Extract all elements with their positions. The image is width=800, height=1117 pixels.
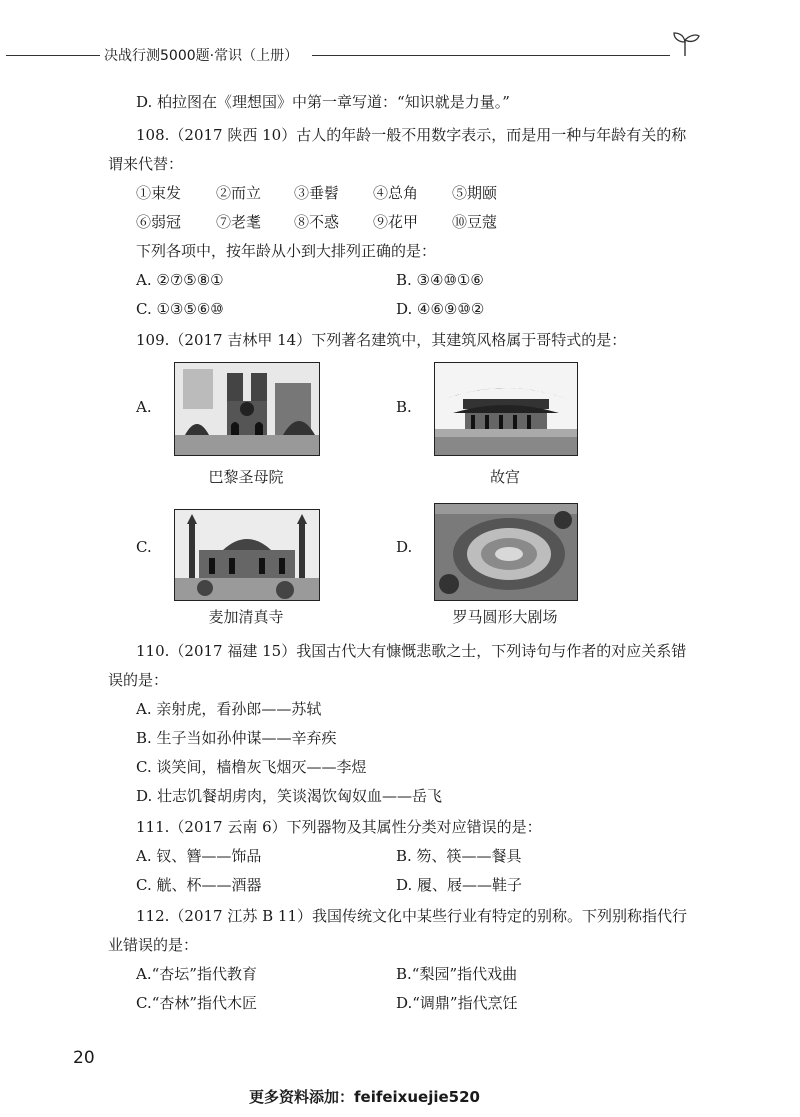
- q110-stem-line2: 误的是：: [108, 671, 169, 689]
- q108-option-c: C. ①③⑤⑥⑩: [136, 300, 224, 318]
- q107-option-d: D. 柏拉图在《理想国》中第一章写道：“知识就是力量。”: [136, 93, 510, 111]
- running-header-title: 决战行测5000题·常识（上册）: [104, 48, 299, 64]
- q108-term-3: ③垂髫: [294, 184, 340, 202]
- mecca-mosque-photo: [174, 509, 320, 601]
- q110-option-c: C. 谈笑间，樯橹灰飞烟灭——李煜: [136, 758, 367, 776]
- q110-option-b: B. 生子当如孙仲谋——辛弃疾: [136, 729, 337, 747]
- q108-term-1: ①束发: [136, 184, 182, 202]
- header-rule-left: [6, 55, 100, 56]
- q109-option-c-caption: 麦加清真寺: [208, 608, 284, 626]
- colosseum-photo: [434, 503, 578, 601]
- forbidden-city-photo: [434, 362, 578, 456]
- q108-term-10: ⑩豆蔻: [452, 213, 498, 231]
- q112-stem-line1: 112.（2017 江苏 B 11）我国传统文化中某些行业有特定的别称。下列别称指代行: [136, 907, 687, 925]
- q108-term-2: ②而立: [216, 184, 262, 202]
- q108-term-6: ⑥弱冠: [136, 213, 182, 231]
- page-number: 20: [73, 1048, 95, 1068]
- q110-option-a: A. 亲射虎，看孙郎——苏轼: [136, 700, 322, 718]
- q109-option-a-caption: 巴黎圣母院: [208, 468, 284, 486]
- q111-stem: 111.（2017 云南 6）下列器物及其属性分类对应错误的是：: [136, 818, 542, 836]
- q109-option-a-letter: A.: [136, 398, 152, 416]
- notre-dame-photo: [174, 362, 320, 456]
- q112-option-c: C.“杏林”指代木匠: [136, 994, 258, 1012]
- q108-stem-line1: 108.（2017 陕西 10）古人的年龄一般不用数字表示，而是用一种与年龄有关的称: [136, 126, 687, 144]
- q111-option-a: A. 钗、簪——饰品: [136, 847, 262, 865]
- q111-option-d: D. 履、屐——鞋子: [396, 876, 523, 894]
- q112-option-a: A.“杏坛”指代教育: [136, 965, 257, 983]
- q108-term-8: ⑧不惑: [294, 213, 340, 231]
- q108-option-d: D. ④⑥⑨⑩②: [396, 300, 485, 318]
- q109-stem: 109.（2017 吉林甲 14）下列著名建筑中，其建筑风格属于哥特式的是：: [136, 331, 627, 349]
- q108-stem-line2: 谓来代替：: [108, 155, 184, 173]
- q108-term-7: ⑦老耄: [216, 213, 262, 231]
- footer-note: 更多资料添加：feifeixuejie520: [249, 1088, 480, 1106]
- q112-stem-line2: 业错误的是：: [108, 936, 199, 954]
- q112-option-b: B.“梨园”指代戏曲: [396, 965, 518, 983]
- q108-ask: 下列各项中，按年龄从小到大排列正确的是：: [136, 242, 437, 260]
- q108-option-b: B. ③④⑩①⑥: [396, 271, 484, 289]
- q109-option-b-caption: 故宫: [489, 468, 520, 486]
- q109-option-c-letter: C.: [136, 538, 152, 556]
- q110-option-d: D. 壮志饥餐胡虏肉，笑谈渴饮匈奴血——岳飞: [136, 787, 443, 805]
- q112-option-d: D.“调鼎”指代烹饪: [396, 994, 518, 1012]
- q111-option-c: C. 觥、杯——酒器: [136, 876, 262, 894]
- q109-option-d-letter: D.: [396, 538, 413, 556]
- q111-option-b: B. 笏、筷——餐具: [396, 847, 522, 865]
- sprout-icon: [668, 30, 702, 58]
- q110-stem-line1: 110.（2017 福建 15）我国古代大有慷慨悲歌之士，下列诗句与作者的对应关系错: [136, 642, 687, 660]
- q108-term-4: ④总角: [373, 184, 419, 202]
- header-rule-right: [312, 55, 670, 56]
- q108-option-a: A. ②⑦⑤⑧①: [136, 271, 224, 289]
- q109-option-b-letter: B.: [396, 398, 412, 416]
- q108-term-9: ⑨花甲: [373, 213, 419, 231]
- q109-option-d-caption: 罗马圆形大剧场: [452, 608, 558, 626]
- q108-term-5: ⑤期颐: [452, 184, 498, 202]
